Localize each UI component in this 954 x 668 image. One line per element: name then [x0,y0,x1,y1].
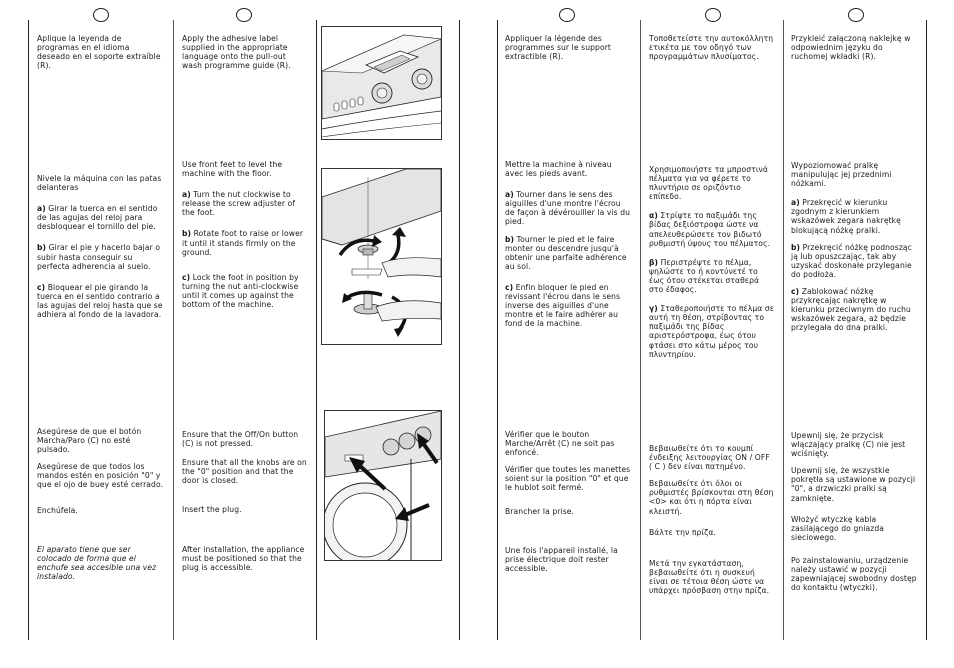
column-divider [459,20,460,640]
column-divider [28,20,29,640]
plug-text: Βάλτε την πρίζα. [649,527,716,537]
knobs-check-text: Upewnij się, że wszystkie pokrętła są ustawione w pozycji "0", a drzwiczki pralki są zamknięte. [791,466,916,503]
language-marker-circle [93,8,109,22]
column-polish [791,34,918,634]
plug-text: Włożyć wtyczkę kabla zasilającego do gniazda sieciowego. [791,514,884,542]
button-check-text: Vérifier que le bouton Marche/Arrêt (C) ne soit pas enfoncé. [505,430,615,458]
washer-front-illustration [325,411,441,560]
plug-text: Enchúfela. [37,505,78,515]
knobs-check-text: Βεβαιωθείτε ότι όλοι οι ρυθμιστές βρίσκονται στη θέση <0> και ότι η πόρτα είναι κλειστή. [649,479,774,516]
column-divider [497,20,498,640]
install-note: Μετά την εγκατάσταση, βεβαιωθείτε ότι η συσκευή είναι σε τέτοια θέση ώστε να υπάρχει πρόσβαση στην πρίζα. [649,558,770,596]
step-a: a) Tourner dans le sens des aiguilles d'une montre l'écrou de façon à dévérouiller la vis du pied. [505,190,631,227]
language-marker-circle [705,8,721,22]
column-divider [173,20,174,640]
step-b: b) Przekręcić nóżkę podnosząc ją lub opuszczając, tak aby uzyskać doskonałe przyleganie do podłoża. [791,242,912,279]
column-spanish [37,34,164,634]
language-marker-circle [848,8,864,22]
column-divider [640,20,641,640]
knobs-check-text: Asegúrese de que todos los mandos estén en posición "0" y que el ojo de buey esté cerrado. [37,462,164,490]
figure-leveling-feet [321,168,442,345]
feet-adjustment-illustration [322,169,441,344]
plug-text: Brancher la prise. [505,506,575,516]
leveling-intro: Wypoziomować pralkę manipulując jej przednimi nóżkami. [791,161,892,189]
figure-knobs-door [324,410,442,561]
column-divider [316,20,317,640]
knobs-check-text: Ensure that all the knobs are on the "0" position and that the door is closed. [182,458,307,486]
button-check-text: Asegúrese de que el botón Marcha/Paro (C) no esté pulsado. [37,427,142,455]
label-instruction: Apply the adhesive label supplied in the appropriate language onto the pull-out wash programme guide (R). [182,34,291,71]
knobs-check-text: Vérifier que toutes les manettes soient sur la position "0" et que le hublot soit fermé. [505,465,631,493]
label-instruction: Przykleić załączoną naklejkę w odpowiednim języku do ruchomej wkładki (R). [791,34,911,62]
install-note: After installation, the appliance must be positioned so that the plug is accessible. [182,544,305,572]
leveling-intro: Mettre la machine à niveau avec les pieds avant. [505,160,612,179]
column-divider [783,20,784,640]
install-note: Une fois l'appareil installé, la prise électrique doit rester accessible. [505,545,618,573]
language-marker-circle [236,8,252,22]
step-b: b) Rotate foot to raise or lower it until it stands firmly on the ground. [182,229,304,257]
step-b: b) Tourner le pied et le faire monter ou descendre jusqu'à obtenir une parfaite adhérence au sol. [505,234,627,271]
figure-control-panel-label [321,26,442,140]
step-c: c) Zablokować nóżkę przykręcając nakrętkę w kierunku przeciwnym do ruchu wskazówek zegara, aż będzie przylegała do dna pralki. [791,287,911,333]
step-c: γ) Σταθεροποιήστε το πέλμα σε αυτή τη θέση, στρίβοντας το παξιμάδι της βίδας αριστερόστροφα, έως ότου φτάσει στο κάτω μέρος του πλυντηρίου. [649,304,775,359]
install-note: Po zainstalowaniu, urządzenie należy ustawić w pozycji zapewniającej swobodny dostęp do kontaktu (wtyczki). [791,555,917,593]
column-divider [926,20,927,640]
step-a: a) Girar la tuerca en el sentido de las agujas del reloj para desbloquear el tornillo del pie. [37,204,158,232]
language-marker-circle [559,8,575,22]
install-note: El aparato tiene que ser colocado de forma que el enchufe sea accesible una vez instalado. [37,544,157,581]
button-check-text: Βεβαιωθείτε ότι το κουμπί ένδειξης λειτουργίας ON / OFF ( C ) δεν είναι πατημένο. [649,444,770,472]
washer-top-illustration [322,27,441,139]
leveling-intro: Use front feet to level the machine with the floor. [182,160,283,179]
column-english [182,34,307,634]
plug-text: Insert the plug. [182,505,242,515]
step-c: c) Bloquear el pie girando la tuerca en el sentido contrario a las agujas del reloj hasta que se adhiera al fondo de la lavadora. [37,282,163,320]
step-c: c) Enfin bloquer le pied en revissant l'écrou dans le sens inverse des aiguilles d'une montre et le faire adhérer au fond de la machine. [505,282,621,329]
step-c: c) Lock the foot in position by turning the nut anti-clockwise until it comes up against the bottom of the machine. [182,272,299,310]
label-instruction: Τοποθετείστε την αυτοκόλλητη ετικέτα με τον οδηγό των προγραμμάτων πλυσίματος. [649,34,774,62]
step-b: β) Περιστρέψτε το πέλμα, ψηλώστε το ή κοντύνετέ το έως ότου στέκεται σταθερά στο έδαφος. [649,257,760,295]
button-check-text: Upewnij się, że przycisk włączający pralkę (C) nie jest wciśnięty. [791,431,906,459]
button-check-text: Ensure that the Off/On button (C) is not pressed. [182,430,299,449]
step-b: b) Girar el pie y hacerlo bajar o subir hasta conseguir su perfecta adherencia al suelo. [37,243,161,271]
leveling-intro: Χρησιμοποιήστε τα μπροστινά πέλματα για να φέρετε το πλυντήριο σε οριζόντιο επίπεδο. [649,165,768,202]
column-french [505,34,632,634]
step-a: a) Turn the nut clockwise to release the screw adjuster of the foot. [182,190,296,218]
label-instruction: Aplique la leyenda de programas en el idioma deseado en el soporte extraíble (R). [37,34,161,71]
step-a: a) Przekręcić w kierunku zgodnym z kierunkiem wskazówek zegara nakrętkę blokującą nóżkę pralki. [791,198,901,235]
label-instruction: Appliquer la légende des programmes sur le support extractible (R). [505,34,612,62]
step-a: α) Στρίψτε το παξιμάδι της βίδας δεξιόστροφα ώστε να απελευθερώσετε τον βιδωτό ρυθμιστή ύψους του πέλματος. [649,211,771,248]
leveling-intro: Nivele la máquina con las patas delanteras [37,174,162,193]
column-greek [649,34,775,634]
